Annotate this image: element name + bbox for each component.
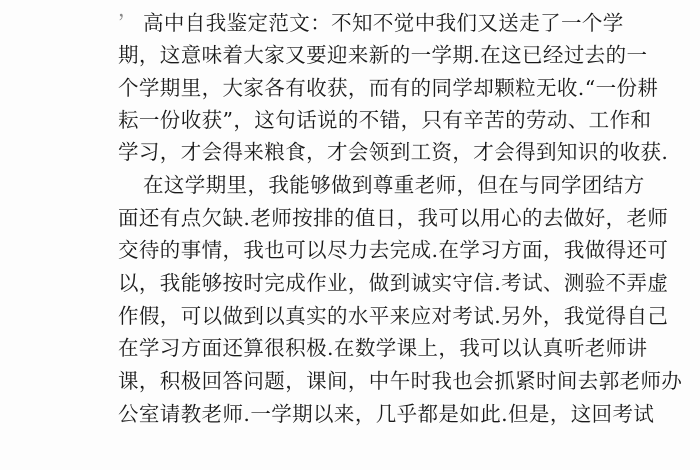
- text-line: 期，这意味着大家又要迎来新的一学期.在这已经过去的一: [118, 43, 648, 67]
- text-line: 个学期里，大家各有收获，而有的同学却颗粒无收.“一份耕: [118, 76, 659, 100]
- text-line: 交待的事情，我也可以尽力去完成.在学习方面，我做得还可: [118, 238, 669, 262]
- text-line: 作假，可以做到以真实的水平来应对考试.另外，我觉得自己: [118, 304, 669, 328]
- text-line: 课，积极回答问题，课间，中午时我也会抓紧时间去郭老师办: [118, 369, 683, 393]
- text-line: 在学习方面还算很积极.在数学课上，我可以认真听老师讲: [118, 336, 648, 360]
- text-line-fragment: ，: [118, 0, 139, 21]
- text-line: 面还有点欠缺.老师按排的值日，我可以用心的去做好，老师: [118, 206, 669, 230]
- text-line-paragraph-1-start: 高中自我鉴定范文：不知不觉中我们又送走了一个学: [143, 11, 624, 35]
- text-line: 耘一份收获”，这句话说的不错，只有辛苦的劳动、工作和: [118, 108, 652, 132]
- text-line-paragraph-2-start: 在这学期里，我能够做到尊重老师，但在与同学团结方: [143, 173, 645, 197]
- text-line: 公室请教老师.一学期以来，几乎都是如此.但是，这回考试: [118, 402, 655, 426]
- text-line: 学习，才会得来粮食，才会领到工资，才会得到知识的收获.: [118, 140, 669, 164]
- text-line: 以，我能够按时完成作业，做到诚实守信.考试、测验不弄虚: [118, 271, 669, 295]
